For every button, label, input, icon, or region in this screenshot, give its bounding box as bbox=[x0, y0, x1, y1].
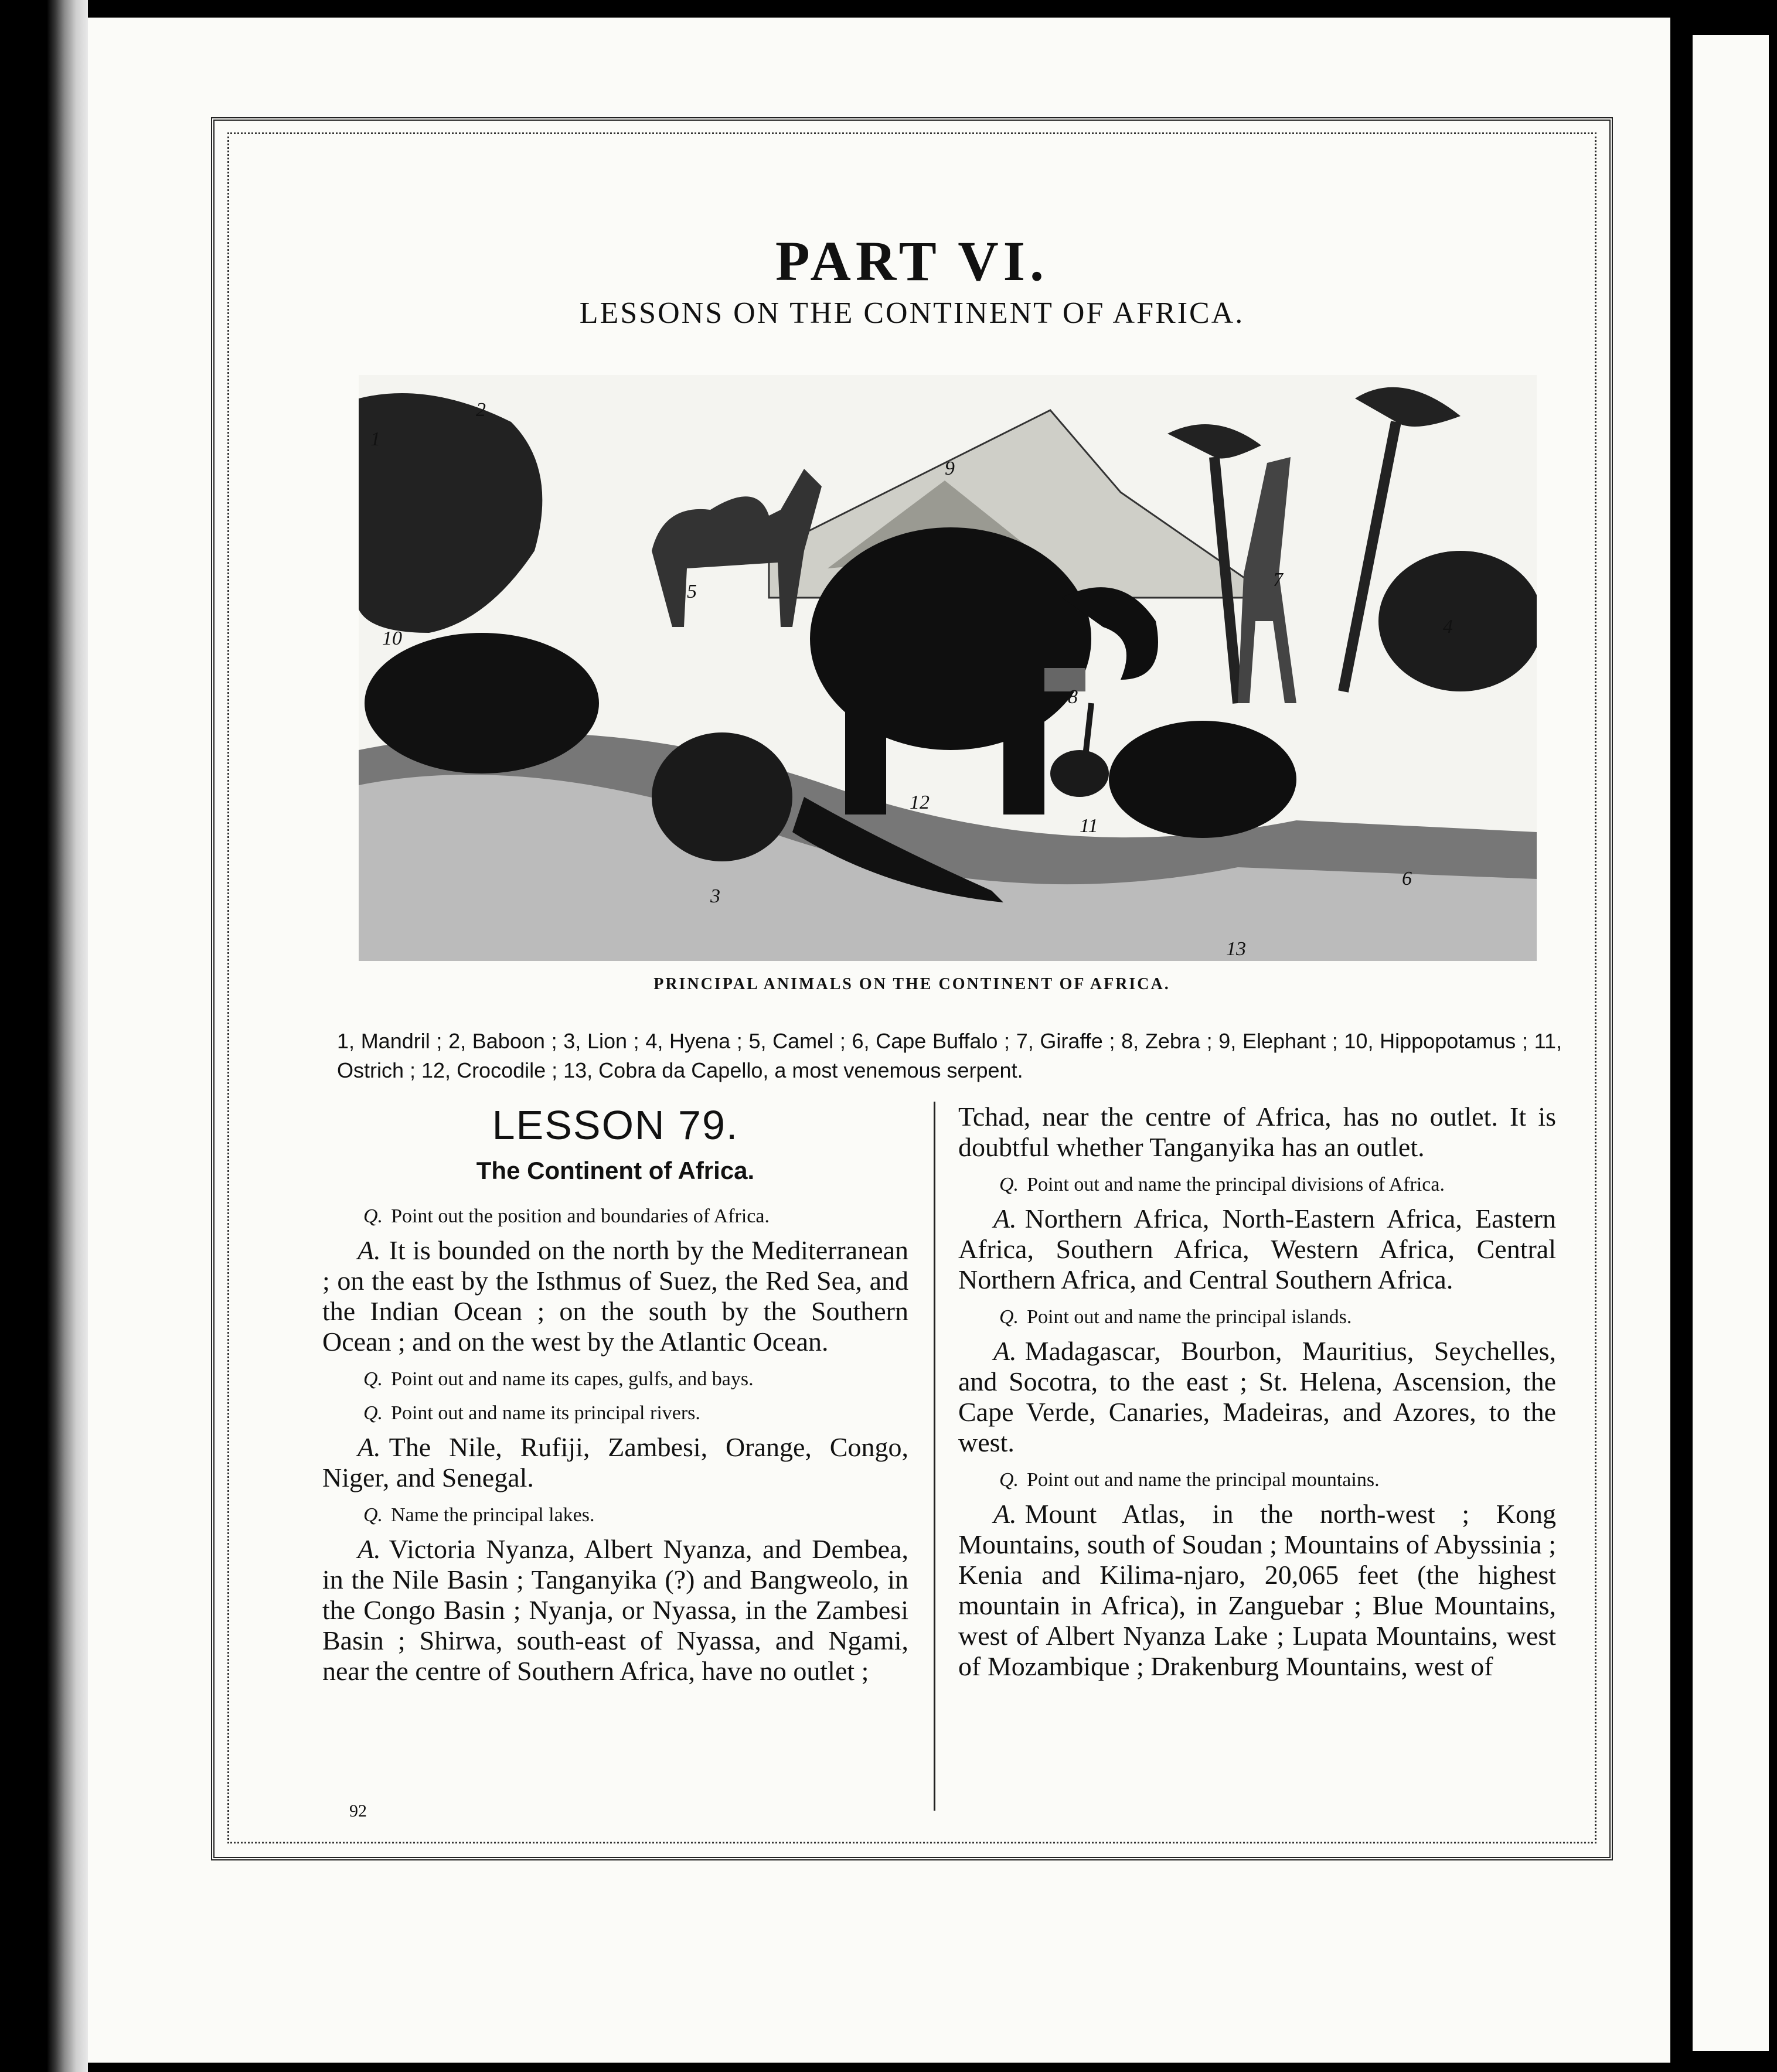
svg-text:4: 4 bbox=[1443, 616, 1453, 638]
answer: A. Northern Africa, North-Eastern Africa, Eastern Africa, Southern Africa, Western Africa, Central Northern Africa, and Central Southern Africa. bbox=[958, 1204, 1556, 1294]
answer: A. Madagascar, Bourbon, Mauritius, Seychelles, and Socotra, to the east ; St. Helena, Ascension, the Cape Verde, Canaries, Madeiras, and Azores, to the west. bbox=[958, 1336, 1556, 1457]
svg-text:9: 9 bbox=[945, 458, 955, 479]
svg-text:10: 10 bbox=[382, 628, 402, 649]
question: Q. Point out and name its principal rivers. bbox=[363, 1402, 700, 1424]
question: Q. Point out and name the principal islands. bbox=[999, 1306, 1352, 1328]
svg-text:2: 2 bbox=[476, 399, 486, 421]
answer: A. Victoria Nyanza, Albert Nyanza, and Dembea, in the Nile Basin ; Tanganyika (?) and Bangweolo, in the Congo Basin ; Nyanja, or Nyassa, in the Zambesi Basin ; Shirwa, south-east of Nyassa, and Ngami, near the centre of Southern Africa, have no outlet ; bbox=[322, 1534, 908, 1686]
question: Q. Point out and name the principal mountains. bbox=[999, 1469, 1380, 1491]
part-subtitle: LESSONS ON THE CONTINENT OF AFRICA. bbox=[579, 297, 1245, 330]
question: Q. Name the principal lakes. bbox=[363, 1504, 595, 1526]
svg-text:12: 12 bbox=[910, 792, 930, 813]
question: Q. Point out and name the principal divisions of Africa. bbox=[999, 1174, 1445, 1195]
lesson-title: LESSON 79. bbox=[492, 1102, 739, 1148]
svg-text:6: 6 bbox=[1402, 868, 1412, 890]
right-column bbox=[958, 1102, 1556, 1690]
answer: A. It is bounded on the north by the Mediterranean ; on the east by the Isthmus of Suez, the Red Sea, and the Indian Ocean ; on the south by the Southern Ocean ; and on the west by the Atlantic Ocean. bbox=[322, 1235, 908, 1357]
answer: A. The Nile, Rufiji, Zambesi, Orange, Congo, Niger, and Senegal. bbox=[322, 1432, 908, 1492]
svg-text:13: 13 bbox=[1226, 938, 1246, 960]
answer: A. Mount Atlas, in the north-west ; Kong Mountains, south of Soudan ; Mountains of Abyssinia ; Kenia and Kilima-njaro, 20,065 feet (the highest mountain in Africa), in Zanguebar ; Blue Mountains, west of Albert Nyanza Lake ; Lupata Mountains, west of Mozambique ; Drakenburg Mountains, west of bbox=[958, 1499, 1556, 1681]
svg-text:11: 11 bbox=[1080, 815, 1098, 837]
lesson-subtitle: The Continent of Africa. bbox=[476, 1157, 755, 1184]
svg-text:1: 1 bbox=[370, 428, 380, 450]
svg-text:8: 8 bbox=[1068, 686, 1078, 708]
facing-page-edge bbox=[1682, 35, 1769, 2051]
illustration-legend: 1, Mandril ; 2, Baboon ; 3, Lion ; 4, Hyena ; 5, Camel ; 6, Cape Buffalo ; 7, Giraffe ; 8, Zebra ; 9, Elephant ; 10, Hippopotamus ; 11, Ostrich ; 12, Crocodile ; 13, Cobra da Capello, a most venemous serpent. bbox=[337, 1029, 1562, 1082]
illustration-caption: PRINCIPAL ANIMALS ON THE CONTINENT OF AFRICA. bbox=[653, 975, 1170, 993]
continued-answer: Tchad, near the centre of Africa, has no outlet. It is doubtful whether Tanganyika has an outlet. bbox=[958, 1102, 1556, 1162]
column-divider bbox=[934, 1102, 935, 1811]
scan-left-edge bbox=[0, 0, 88, 2072]
left-column bbox=[322, 1102, 908, 1695]
svg-text:7: 7 bbox=[1273, 569, 1283, 591]
page-number: 92 bbox=[349, 1801, 367, 1821]
svg-text:5: 5 bbox=[687, 581, 697, 602]
question: Q. Point out and name its capes, gulfs, and bays. bbox=[363, 1368, 754, 1390]
animals-engraving bbox=[359, 375, 1537, 961]
question: Q. Point out the position and boundaries of Africa. bbox=[363, 1205, 770, 1227]
svg-text:3: 3 bbox=[710, 885, 720, 907]
part-title: PART VI. bbox=[775, 230, 1049, 292]
